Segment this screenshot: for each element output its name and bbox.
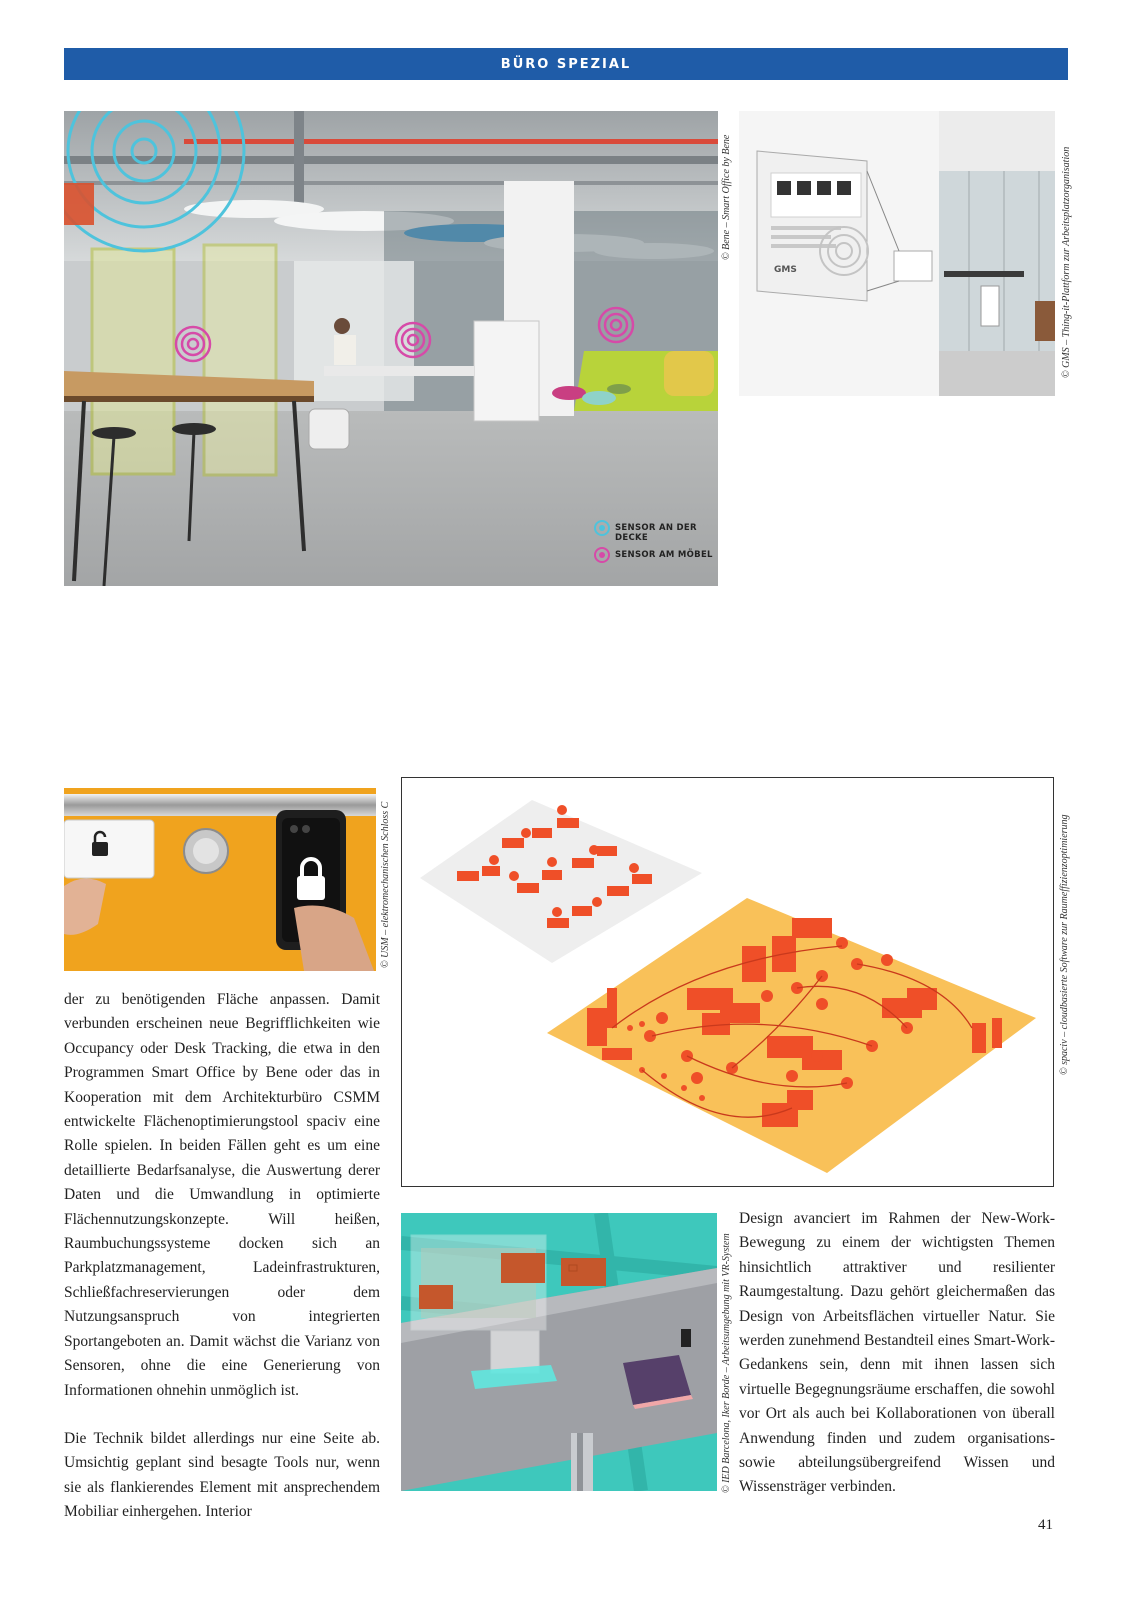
ied-vr-photo	[401, 1213, 717, 1491]
spaciv-floorplan-diagram	[401, 777, 1054, 1187]
page-number: 41	[1038, 1517, 1053, 1533]
credit-spaciv: © spaciv – cloudbasierte Software zur Raumeffizienzoptimierung	[1059, 814, 1070, 1075]
credit-bene: © Bene – Smart Office by Bene	[721, 134, 732, 260]
credit-ied: © IED Barcelona, Iker Borde – Arbeitsumgebung mit VR-System	[721, 1233, 732, 1493]
paragraph-2: Die Technik bildet allerdings nur eine Seite ab. Umsichtig geplant sind besagte Tools nur, wenn sie als flankierendes Element mit ansprechendem Mobiliar einhergehen. Interior	[64, 1429, 380, 1521]
legend-ceiling-sensor: SENSOR AN DER DECKE	[615, 523, 697, 543]
paragraph-3: Design avanciert im Rahmen der New-Work-Bewegung zu einem der wichtigsten Themen hinsichtlich attraktiver und resilienter Raumgestaltung. Dazu gehört gleichermaßen das Design von Arbeitsflächen virtueller Natur. Sie werden zunehmend Bestandteil eines Smart-Work-Gedankens sein, denn mit ihnen lassen sich virtuelle Begegnungsräume erschaffen, die sowohl vor Ort als auch bei Kollaborationen von überall Anwendung finden und zudem organisations- sowie abteilungsübergreifend Wissen und Wissensträger verbinden.	[739, 1210, 1055, 1496]
legend-furniture-sensor: SENSOR AM MÖBEL	[615, 550, 713, 560]
paragraph-1: der zu benötigenden Fläche anpassen. Damit verbunden erscheinen neue Begrifflichkeiten wie Occupancy oder Desk Tracking, die etwa in den Programmen Smart Office by Bene oder das in Kooperation mit dem Architekturbüro CSMM entwickelte Flächenoptimierungstool spaciv eine Rolle spielen. In beiden Fällen geht es um eine detaillierte Bedarfsanalyse, die Auswertung derer Daten und die Umwandlung in optimierte Flächennutzungskonzepte. Will heißen, Raumbuchungssysteme docken sich an Parkplatzmanagement, Ladeinfrastrukturen, Schließfachreservierungen oder dem Nutzungsanspruch von integrierten Sportangeboten an. Damit wächst die Varianz von Sensoren, ohne die eine Generierung von Informationen ohnehin unmöglich ist.	[64, 991, 380, 1399]
section-header	[64, 48, 1068, 80]
section-title: BÜRO SPEZIAL	[500, 56, 632, 72]
usm-lock-photo	[64, 788, 376, 971]
office-sensor-photo	[64, 111, 718, 586]
article-left-column	[64, 988, 380, 1525]
credit-gms: © GMS – Thing-it-Plattform zur Arbeitsplatzorganisation	[1061, 146, 1072, 378]
gms-logo: GMS	[774, 265, 797, 275]
gms-platform-photo	[739, 111, 1055, 396]
credit-usm: © USM – elektromechanischen Schloss C	[380, 801, 391, 968]
article-right-column	[739, 1207, 1055, 1500]
